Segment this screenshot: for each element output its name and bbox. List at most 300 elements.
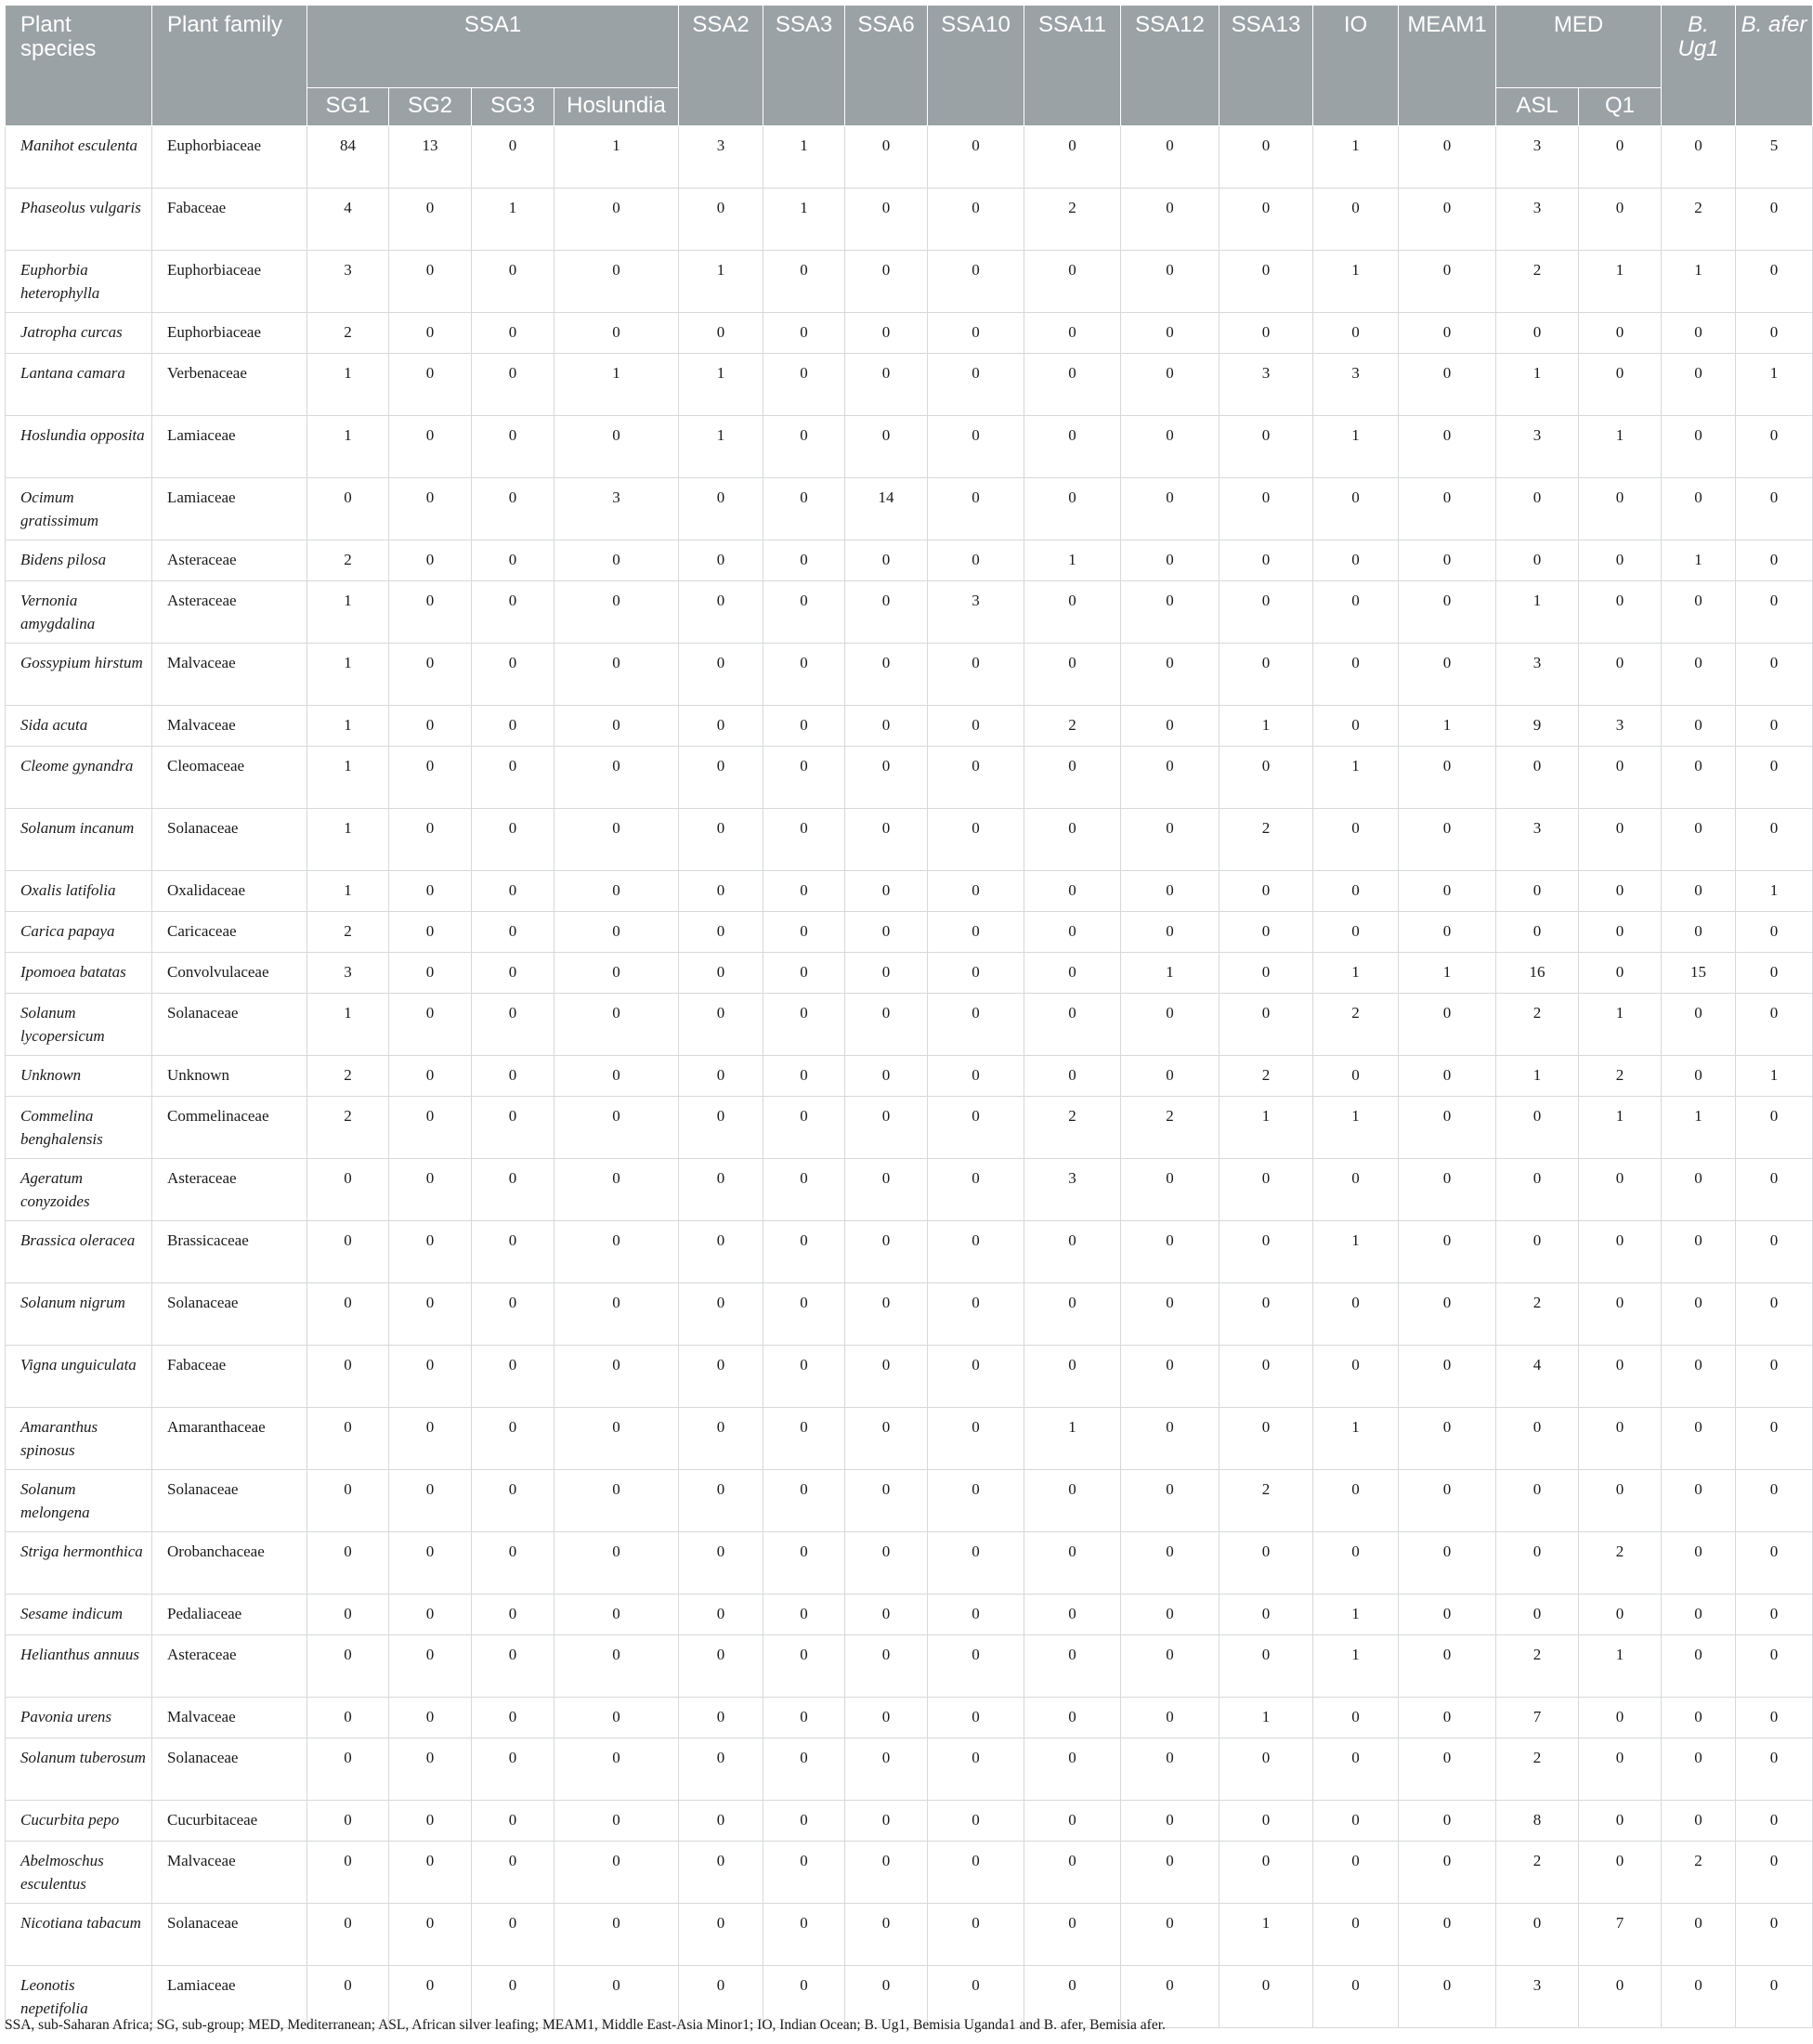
cell-species: Lantana camara [6,354,152,416]
cell-count: 0 [1121,478,1220,540]
cell-count: 0 [679,1159,763,1221]
cell-count: 0 [1662,994,1736,1056]
cell-count: 0 [1024,1842,1121,1904]
cell-count: 0 [554,251,679,313]
table-row [6,994,1813,1056]
cell-count: 0 [1313,1532,1399,1595]
cell-count: 0 [554,809,679,871]
cell-count: 0 [928,1159,1024,1221]
cell-count: 0 [1399,747,1496,809]
cell-count: 1 [1662,251,1736,313]
table-row [6,354,1813,416]
cell-count: 0 [1220,1221,1313,1283]
table-row [6,747,1813,809]
cell-count: 0 [928,1470,1024,1532]
cell-family: Verbenaceae [152,354,307,416]
cell-count: 0 [307,1966,389,2028]
cell-count: 0 [928,1532,1024,1595]
cell-count: 0 [554,871,679,912]
cell-count: 0 [389,1738,472,1801]
cell-count: 0 [389,478,472,540]
header-plant-species: Plant species [6,6,152,126]
cell-count: 0 [1024,1801,1121,1842]
cell-count: 0 [1399,1801,1496,1842]
cell-count: 0 [1496,747,1579,809]
cell-count: 1 [1313,1097,1399,1159]
cell-count: 1 [307,871,389,912]
cell-count: 1 [1579,1635,1662,1698]
cell-family: Caricaceae [152,912,307,953]
cell-count: 0 [389,953,472,994]
cell-count: 2 [1662,189,1736,251]
cell-count: 0 [1579,126,1662,189]
cell-count: 0 [845,747,928,809]
cell-family: Asteraceae [152,540,307,581]
cell-count: 0 [928,871,1024,912]
cell-count: 0 [1399,644,1496,706]
cell-count: 0 [1121,1842,1220,1904]
cell-count: 0 [1220,1346,1313,1408]
cell-count: 0 [1220,912,1313,953]
cell-family: Fabaceae [152,1346,307,1408]
cell-count: 0 [1121,1801,1220,1842]
cell-count: 1 [1736,354,1813,416]
cell-count: 0 [845,189,928,251]
cell-count: 0 [1579,644,1662,706]
cell-count: 0 [845,1408,928,1470]
cell-count: 1 [1313,1221,1399,1283]
cell-count: 0 [1662,581,1736,644]
cell-count: 0 [1313,1966,1399,2028]
cell-count: 0 [928,1283,1024,1346]
cell-count: 0 [1024,1283,1121,1346]
cell-count: 0 [679,953,763,994]
cell-count: 0 [554,1966,679,2028]
cell-family: Unknown [152,1056,307,1097]
cell-count: 0 [1220,994,1313,1056]
table-row [6,1346,1813,1408]
cell-count: 0 [1024,1635,1121,1698]
header-ssa11: SSA11 [1024,6,1121,126]
cell-species: Carica papaya [6,912,152,953]
cell-count: 0 [1313,189,1399,251]
cell-count: 0 [928,251,1024,313]
header-ssa10: SSA10 [928,6,1024,126]
cell-count: 0 [1662,416,1736,478]
cell-count: 0 [1662,126,1736,189]
cell-count: 0 [554,1635,679,1698]
cell-count: 0 [1313,1470,1399,1532]
cell-family: Euphorbiaceae [152,126,307,189]
cell-count: 0 [1579,1283,1662,1346]
cell-count: 0 [1662,313,1736,354]
cell-family: Asteraceae [152,581,307,644]
cell-count: 0 [928,313,1024,354]
cell-species: Solanum melongena [6,1470,152,1532]
cell-count: 0 [679,1056,763,1097]
cell-count: 0 [1736,1221,1813,1283]
cell-count: 0 [1399,189,1496,251]
cell-count: 1 [679,354,763,416]
cell-count: 0 [845,1532,928,1595]
cell-count: 16 [1496,953,1579,994]
cell-count: 0 [1579,747,1662,809]
cell-count: 0 [1220,1966,1313,2028]
cell-family: Commelinaceae [152,1097,307,1159]
cell-count: 0 [472,251,554,313]
table-row [6,1595,1813,1635]
cell-count: 3 [554,478,679,540]
cell-count: 0 [389,912,472,953]
cell-count: 0 [1399,1595,1496,1635]
cell-count: 0 [1220,953,1313,994]
cell-count: 0 [1496,1595,1579,1635]
cell-count: 1 [1399,706,1496,747]
table-row [6,416,1813,478]
header-sg1: SG1 [307,88,389,126]
cell-count: 2 [1024,189,1121,251]
cell-species: Abelmoschus esculentus [6,1842,152,1904]
cell-count: 3 [928,581,1024,644]
cell-count: 1 [1313,251,1399,313]
table-row [6,1842,1813,1904]
cell-species: Jatropha curcas [6,313,152,354]
cell-count: 0 [1579,871,1662,912]
cell-count: 0 [1313,1346,1399,1408]
cell-count: 1 [1313,1408,1399,1470]
cell-count: 0 [1313,644,1399,706]
cell-count: 0 [679,1408,763,1470]
cell-count: 0 [1736,1595,1813,1635]
cell-count: 0 [845,1221,928,1283]
cell-species: Ageratum conyzoides [6,1159,152,1221]
cell-count: 0 [1220,540,1313,581]
cell-count: 0 [845,809,928,871]
cell-count: 3 [307,251,389,313]
cell-count: 3 [1496,1966,1579,2028]
cell-count: 0 [1024,1532,1121,1595]
cell-count: 0 [1579,1966,1662,2028]
cell-count: 0 [1024,478,1121,540]
table-row [6,1056,1813,1097]
header-asl: ASL [1496,88,1579,126]
cell-count: 1 [307,354,389,416]
cell-count: 0 [928,1346,1024,1408]
cell-count: 0 [1220,126,1313,189]
cell-count: 0 [1121,189,1220,251]
cell-count: 0 [763,644,845,706]
cell-family: Malvaceae [152,1842,307,1904]
cell-count: 0 [307,1801,389,1842]
cell-count: 0 [845,354,928,416]
cell-count: 0 [845,1056,928,1097]
cell-count: 0 [763,1698,845,1738]
cell-count: 0 [763,1904,845,1966]
cell-count: 0 [472,1595,554,1635]
cell-count: 1 [1121,953,1220,994]
cell-count: 0 [1024,416,1121,478]
cell-count: 0 [554,912,679,953]
cell-count: 2 [307,1056,389,1097]
cell-family: Fabaceae [152,189,307,251]
cell-count: 0 [1024,871,1121,912]
cell-family: Amaranthaceae [152,1408,307,1470]
cell-count: 0 [307,1408,389,1470]
cell-count: 0 [1313,1056,1399,1097]
cell-count: 0 [763,1966,845,2028]
cell-count: 0 [1662,1595,1736,1635]
cell-count: 0 [1736,1635,1813,1698]
cell-count: 0 [472,706,554,747]
cell-count: 0 [1579,953,1662,994]
cell-count: 0 [1399,1346,1496,1408]
cell-count: 1 [307,644,389,706]
table-container [5,5,1807,2028]
cell-count: 0 [679,1801,763,1842]
cell-count: 1 [1220,1097,1313,1159]
cell-count: 0 [1399,1283,1496,1346]
cell-count: 0 [389,809,472,871]
cell-count: 0 [1579,581,1662,644]
header-med: MED [1496,6,1662,88]
cell-count: 7 [1579,1904,1662,1966]
cell-count: 0 [1662,1698,1736,1738]
cell-count: 0 [472,1097,554,1159]
cell-count: 0 [1736,1801,1813,1842]
cell-count: 2 [1220,1470,1313,1532]
cell-count: 1 [1024,1408,1121,1470]
cell-count: 0 [1024,809,1121,871]
cell-count: 0 [928,478,1024,540]
cell-count: 0 [1024,1346,1121,1408]
cell-count: 2 [1496,1842,1579,1904]
cell-species: Unknown [6,1056,152,1097]
cell-count: 0 [679,478,763,540]
cell-count: 0 [307,1698,389,1738]
cell-count: 2 [1024,1097,1121,1159]
cell-count: 0 [1121,1159,1220,1221]
cell-count: 0 [763,1532,845,1595]
cell-count: 0 [472,581,554,644]
cell-count: 0 [389,1159,472,1221]
cell-count: 0 [472,1056,554,1097]
cell-count: 0 [679,706,763,747]
cell-count: 0 [1024,747,1121,809]
table-row [6,1698,1813,1738]
cell-count: 0 [472,1221,554,1283]
cell-count: 0 [472,1408,554,1470]
cell-count: 0 [472,644,554,706]
table-row [6,809,1813,871]
cell-count: 0 [679,1595,763,1635]
cell-count: 2 [1496,1738,1579,1801]
cell-count: 0 [1399,1056,1496,1097]
cell-count: 0 [1736,416,1813,478]
cell-count: 2 [1496,1283,1579,1346]
cell-count: 0 [928,1408,1024,1470]
cell-count: 0 [1399,126,1496,189]
cell-count: 1 [1220,1904,1313,1966]
cell-count: 0 [1399,871,1496,912]
cell-count: 1 [1024,540,1121,581]
cell-count: 3 [1579,706,1662,747]
cell-count: 0 [389,1283,472,1346]
cell-count: 0 [1399,1698,1496,1738]
cell-count: 2 [1496,251,1579,313]
cell-count: 0 [1220,1801,1313,1842]
cell-count: 1 [1313,126,1399,189]
cell-count: 4 [307,189,389,251]
header-sg2: SG2 [389,88,472,126]
cell-count: 0 [845,540,928,581]
cell-species: Oxalis latifolia [6,871,152,912]
cell-count: 0 [763,1283,845,1346]
cell-count: 0 [1496,540,1579,581]
cell-count: 0 [1220,189,1313,251]
cell-count: 0 [1313,1801,1399,1842]
cell-count: 0 [1024,1966,1121,2028]
cell-count: 0 [554,1904,679,1966]
cell-count: 0 [1024,126,1121,189]
table-row [6,1532,1813,1595]
cell-count: 0 [472,1698,554,1738]
cell-count: 3 [1313,354,1399,416]
cell-count: 0 [1220,871,1313,912]
cell-count: 0 [1313,581,1399,644]
cell-count: 0 [1736,1532,1813,1595]
cell-species: Cucurbita pepo [6,1801,152,1842]
cell-count: 0 [307,1738,389,1801]
cell-species: Commelina benghalensis [6,1097,152,1159]
header-ssa3: SSA3 [763,6,845,126]
cell-count: 0 [1399,1904,1496,1966]
cell-count: 0 [1399,581,1496,644]
cell-count: 0 [845,1283,928,1346]
cell-count: 0 [554,706,679,747]
cell-family: Convolvulaceae [152,953,307,994]
cell-species: Brassica oleracea [6,1221,152,1283]
cell-count: 84 [307,126,389,189]
cell-count: 0 [679,1698,763,1738]
cell-count: 0 [1662,706,1736,747]
cell-count: 0 [679,1532,763,1595]
cell-count: 2 [307,313,389,354]
cell-count: 1 [1313,1635,1399,1698]
cell-count: 0 [1220,1159,1313,1221]
cell-count: 0 [763,1408,845,1470]
cell-count: 0 [845,416,928,478]
cell-count: 2 [1313,994,1399,1056]
table-row [6,1635,1813,1698]
cell-count: 0 [928,189,1024,251]
cell-family: Cleomaceae [152,747,307,809]
cell-count: 0 [1579,1408,1662,1470]
cell-count: 0 [472,912,554,953]
cell-count: 0 [472,1283,554,1346]
cell-count: 0 [763,953,845,994]
cell-species: Hoslundia opposita [6,416,152,478]
cell-count: 0 [679,912,763,953]
cell-count: 0 [472,1532,554,1595]
cell-count: 1 [1736,1056,1813,1097]
cell-count: 0 [1313,313,1399,354]
cell-count: 0 [1496,1159,1579,1221]
cell-count: 0 [1662,644,1736,706]
cell-count: 1 [1399,953,1496,994]
cell-species: Sida acuta [6,706,152,747]
cell-count: 0 [554,644,679,706]
cell-count: 0 [763,871,845,912]
cell-species: Vernonia amygdalina [6,581,152,644]
cell-species: Striga hermonthica [6,1532,152,1595]
cell-count: 0 [679,1842,763,1904]
cell-count: 0 [472,1346,554,1408]
cell-count: 2 [1220,809,1313,871]
cell-count: 0 [1496,871,1579,912]
cell-count: 1 [1496,354,1579,416]
cell-count: 3 [1024,1159,1121,1221]
cell-count: 0 [472,1159,554,1221]
cell-count: 0 [1736,540,1813,581]
cell-count: 1 [1313,953,1399,994]
cell-count: 0 [1399,809,1496,871]
cell-count: 0 [1399,1738,1496,1801]
cell-count: 0 [928,1801,1024,1842]
cell-count: 0 [845,912,928,953]
cell-count: 0 [389,644,472,706]
cell-count: 0 [1399,478,1496,540]
cell-count: 0 [389,1698,472,1738]
cell-count: 1 [763,189,845,251]
cell-count: 0 [1496,1532,1579,1595]
cell-count: 0 [554,540,679,581]
cell-count: 0 [679,1635,763,1698]
cell-count: 0 [1579,354,1662,416]
cell-count: 0 [1399,1221,1496,1283]
cell-count: 0 [1121,540,1220,581]
cell-count: 0 [845,1097,928,1159]
cell-count: 0 [928,1595,1024,1635]
cell-count: 8 [1496,1801,1579,1842]
cell-species: Pavonia urens [6,1698,152,1738]
cell-count: 0 [1220,478,1313,540]
header-ssa1: SSA1 [307,6,679,88]
cell-count: 5 [1736,126,1813,189]
table-row [6,313,1813,354]
cell-count: 0 [845,126,928,189]
cell-count: 1 [307,747,389,809]
cell-count: 1 [1313,1595,1399,1635]
cell-count: 0 [1024,994,1121,1056]
cell-count: 0 [1121,1532,1220,1595]
cell-count: 0 [1579,1346,1662,1408]
cell-count: 0 [389,189,472,251]
cell-count: 0 [763,1221,845,1283]
cell-count: 0 [554,1738,679,1801]
cell-count: 0 [1662,478,1736,540]
cell-count: 0 [554,747,679,809]
cell-count: 0 [1121,1738,1220,1801]
cell-count: 0 [1662,1346,1736,1408]
cell-count: 2 [307,540,389,581]
cell-count: 0 [1399,251,1496,313]
table-footnote: SSA, sub-Saharan Africa; SG, sub-group; MED, Mediterranean; ASL, African silver leafing; MEAM1, Middle East-Asia Minor1; IO, Indian Ocean; B. Ug1, Bemisia Uganda1 and B. afer, Bemisia afer. [5,2017,1166,2033]
cell-count: 0 [763,1346,845,1408]
cell-count: 0 [554,1408,679,1470]
cell-species: Leonotis nepetifolia [6,1966,152,2028]
cell-count: 0 [1313,1738,1399,1801]
cell-count: 0 [1662,1801,1736,1842]
